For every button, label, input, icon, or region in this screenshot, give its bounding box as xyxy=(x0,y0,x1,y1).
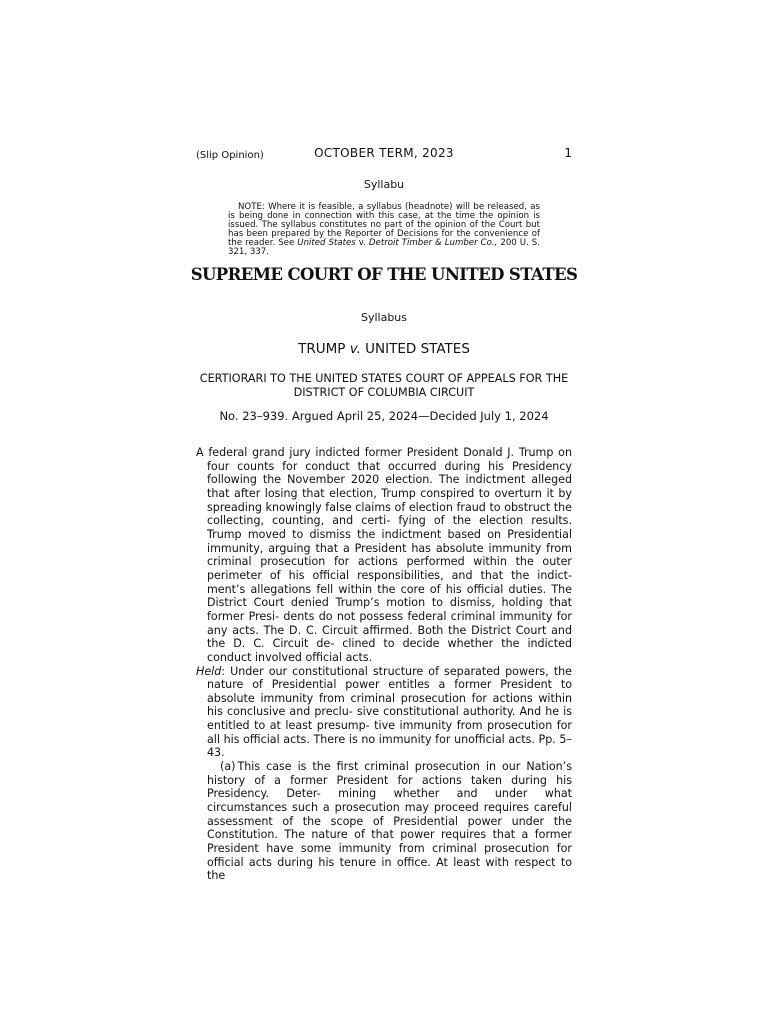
syllabus-heading-top: Syllabu xyxy=(363,178,405,191)
note-lead: NOTE: Where it is feasible, a syllabus (headnote) will be released, as is being done in connection with this case, at the time the opinion is issued. The syllabus constitutes no part of the opinion of the Court but has been prepared by the Reporter of Decisions for the convenience of the reader. See xyxy=(228,202,540,248)
case-title xyxy=(196,341,572,357)
term-heading: OCTOBER TERM, 2023 xyxy=(314,146,454,160)
note-case-a: United States xyxy=(297,238,356,248)
docket-line: No. 23–939. Argued April 25, 2024—Decided July 1, 2024 xyxy=(219,409,549,423)
court-name: SUPREME COURT OF THE UNITED STATES xyxy=(190,265,578,284)
party-a: TRUMP xyxy=(298,341,350,357)
sub-a-mark: (a) xyxy=(220,760,236,774)
reporter-note xyxy=(228,203,540,257)
versus: v. xyxy=(349,341,361,357)
note-v: v. xyxy=(355,238,369,248)
certiorari-line: CERTIORARI TO THE UNITED STATES COURT OF APPEALS FOR THE DISTRICT OF COLUMBIA CIRCUIT xyxy=(199,372,569,399)
held-text: : Under our constitutional structure of separated powers, the nature of Presidential power entitles a former President to absolute immunity from criminal prosecution for actions within his conclusive and preclu- sive constitutional authority. And he is entitled to at least presump- tive immunity from prosecution for all his official acts. There is no immunity for unofficial acts. Pp. 5–43. xyxy=(207,664,572,760)
sub-a-text: This case is the first criminal prosecution in our Nation’s history of a former President for actions taken during his Presidency. Deter- mining whether and under what circumstances such a prosecution may proceed requires careful assessment of the scope of Presidential power under the Constitution. The nature of that power requires that a former President have some immunity from criminal prosecution for official acts during his tenure in office. At least with respect to the xyxy=(207,760,572,883)
slip-opinion-label: (Slip Opinion) xyxy=(196,150,264,161)
sub-paragraph-a xyxy=(196,760,572,883)
facts-paragraph: A federal grand jury indicted former President Donald J. Trump on four counts for conduct that occurred during his Presidency following the November 2020 election. The indictment alleged that after losing that election, Trump conspired to overturn it by spreading knowingly false claims of election fraud to obstruct the collecting, counting, and certi- fying of the election results. Trump moved to dismiss the indictment based on Presidential immunity, arguing that a President has absolute immunity from criminal prosecution for actions performed within the outer perimeter of his official responsibilities, and that the indict- ment’s allegations fell within the core of his official duties. The District Court denied Trump’s motion to dismiss, holding that former Presi- dents do not possess federal criminal immunity for any acts. The D. C. Circuit affirmed. Both the District Court and the D. C. Circuit de- clined to decide whether the indicted conduct involved official acts. xyxy=(196,446,572,664)
page-number: 1 xyxy=(564,146,572,160)
note-case-b: Detroit Timber & Lumber Co., xyxy=(368,238,498,248)
held-paragraph xyxy=(196,665,572,761)
note-cite: 200 U. S. 321, 337. xyxy=(228,238,540,257)
held-label: Held xyxy=(196,664,222,678)
syllabus-body xyxy=(196,446,572,883)
syllabus-heading: Syllabus xyxy=(360,311,408,324)
party-b: UNITED STATES xyxy=(360,341,470,357)
